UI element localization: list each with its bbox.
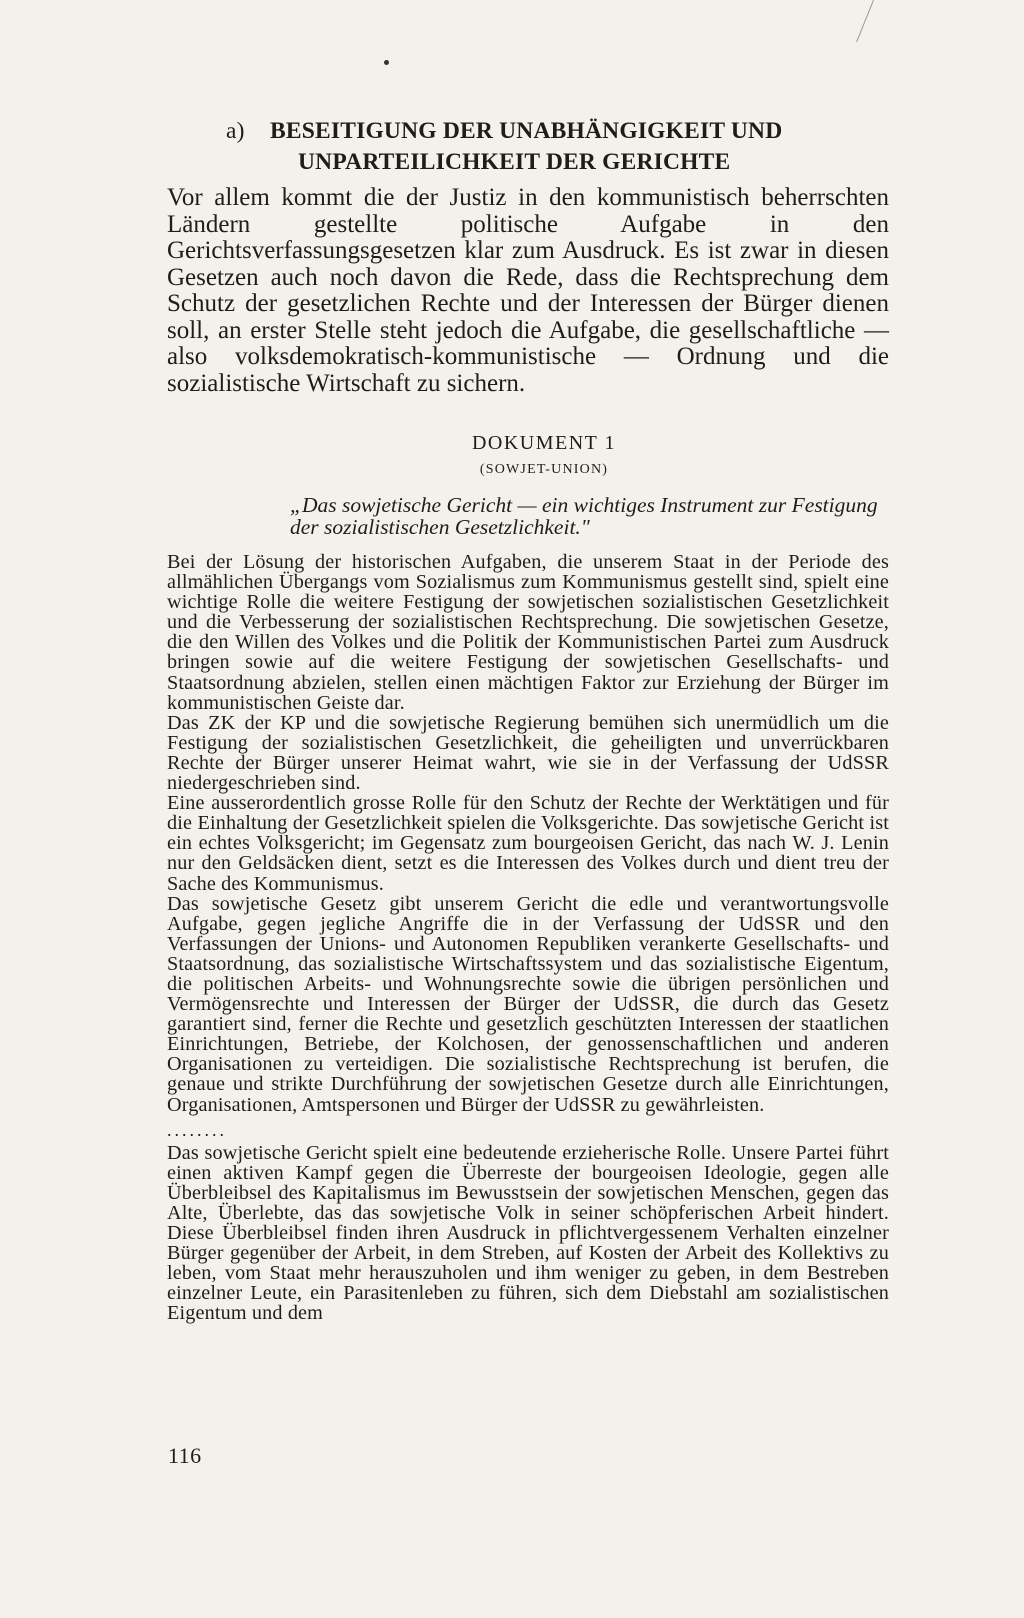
document-body (167, 552, 889, 1323)
section-heading (226, 116, 866, 178)
body-paragraph-1: Bei der Lösung der historischen Aufgaben, die unserem Staat in der Periode des allmählichen Übergangs vom Sozialismus zum Kommunismus gestellt sind, spielt eine wichtige Rolle die weitere Festigung der sowjetischen sozialistischen Gesetzlichkeit und die Verbesserung der sozialistischen Rechtsprechung. Die sowjetischen Gesetze, die den Willen des Volkes und die Politik der Kommunistischen Partei zum Ausdruck bringen sowie auf die weitere Festigung der sowjetischen Gesellschafts- und Staatsordnung abzielen, stellen einen mächtigen Faktor zur Erziehung der Bürger im kommunistischen Geiste dar. (167, 551, 889, 714)
intro-paragraph (167, 185, 889, 397)
document-subtitle: (SOWJET-UNION) (479, 462, 609, 477)
intro-text: Vor allem kommt die der Justiz in den kommunistisch beherrschten Ländern gestellte politische Aufgabe in den Gerichtsverfassungsgesetzen klar zum Ausdruck. Es ist zwar in diesen Gesetzen auch noch davon die Rede, dass die Rechtsprechung dem Schutz der gesetzlichen Rechte und der Interessen der Bürger dienen soll, an erster Stelle steht jedoch die Aufgabe, die gesellschaftliche — also volksdemokratisch-kommunistische — Ordnung und die sozialistische Wirtschaft zu sichern. (167, 184, 889, 397)
margin-scratch (856, 0, 874, 42)
body-paragraph-2: Das ZK der KP und die sowjetische Regierung bemühen sich unermüdlich um die Festigung der sozialistischen Gesetzlichkeit, die geheiligten und unverrückbaren Rechte der Bürger unserer Heimat wahrt, wie sie in der Verfassung der UdSSR niedergeschrieben sind. (167, 711, 889, 795)
document-title: DOKUMENT 1 (471, 432, 617, 454)
body-paragraph-5: Das sowjetische Gericht spielt eine bedeutende erzieherische Rolle. Unsere Partei führt einen aktiven Kampf gegen die Überreste der bourgeoisen Ideologie, gegen alle Überbleibsel des Kapitalismus im Bewusstsein der sowjetischen Menschen, gegen das Alte, Überlebte, das das sowjetische Volk in seiner schöpferischen Arbeit hindert. Diese Überbleibsel finden ihren Ausdruck in pflichtvergessenem Verhalten einzelner Bürger gegenüber der Arbeit, in dem Streben, auf Kosten der Arbeit des Kollektivs zu leben, vom Staat mehr herauszuholen und ihm weniger zu geben, in dem Bestreben einzelner Leute, ein Parasitenleben zu führen, sich dem Diebstahl am sozialistischen Eigentum und dem (167, 1141, 889, 1325)
print-speck (384, 60, 389, 65)
document-epigraph: „Das sowjetische Gericht — ein wichtiges Instrument zur Festigung der sozialistischen Gesetzlichkeit." (290, 493, 878, 539)
body-paragraph-4: Das sowjetische Gesetz gibt unserem Gericht die edle und verantwortungsvolle Aufgabe, gegen jegliche Angriffe die in der Verfassung der UdSSR und den Verfassungen der Unions- und Autonomen Republiken verankerte Gesellschafts- und Staatsordnung, das sozialistische Wirtschaftssystem und das sozialistische Eigentum, die politischen Arbeits- und Wohnungsrechte sowie die übrigen persönlichen und Vermögensrechte und Interessen der Bürger der UdSSR, die durch das Gesetz garantiert sind, ferner die Rechte und gesetzlich geschützten Interessen der staatlichen Einrichtungen, Betriebe, der Kolchosen, der genossenschaftlichen und anderen Organisationen zu verteidigen. Die sozialistische Rechtsprechung ist berufen, die genaue und strikte Durchführung der sowjetischen Gesetze durch alle Einrichtungen, Organisationen, Amtspersonen und Bürger der UdSSR zu gewährleisten. (167, 892, 889, 1116)
body-paragraph-3: Eine ausserordentlich grosse Rolle für den Schutz der Rechte der Werktätigen und für die Einhaltung der Gesetzlichkeit spielen die Volksgerichte. Das sowjetische Gericht ist ein echtes Volksgericht; im Gegensatz zum bourgeoisen Gericht, das nach W. J. Lenin nur den Geldsäcken dient, setzt es die Interessen des Volkes durch und dient treu der Sache des Kommunismus. (167, 792, 889, 895)
omission-ellipsis: ........ (167, 1119, 227, 1140)
page-number: 116 (168, 1443, 202, 1468)
section-heading-line-1: BESEITIGUNG DER UNABHÄNGIGKEIT UND (270, 118, 783, 144)
section-marker: a) (226, 118, 245, 144)
section-heading-line-2: UNPARTEILICHKEIT DER GERICHTE (298, 149, 731, 175)
